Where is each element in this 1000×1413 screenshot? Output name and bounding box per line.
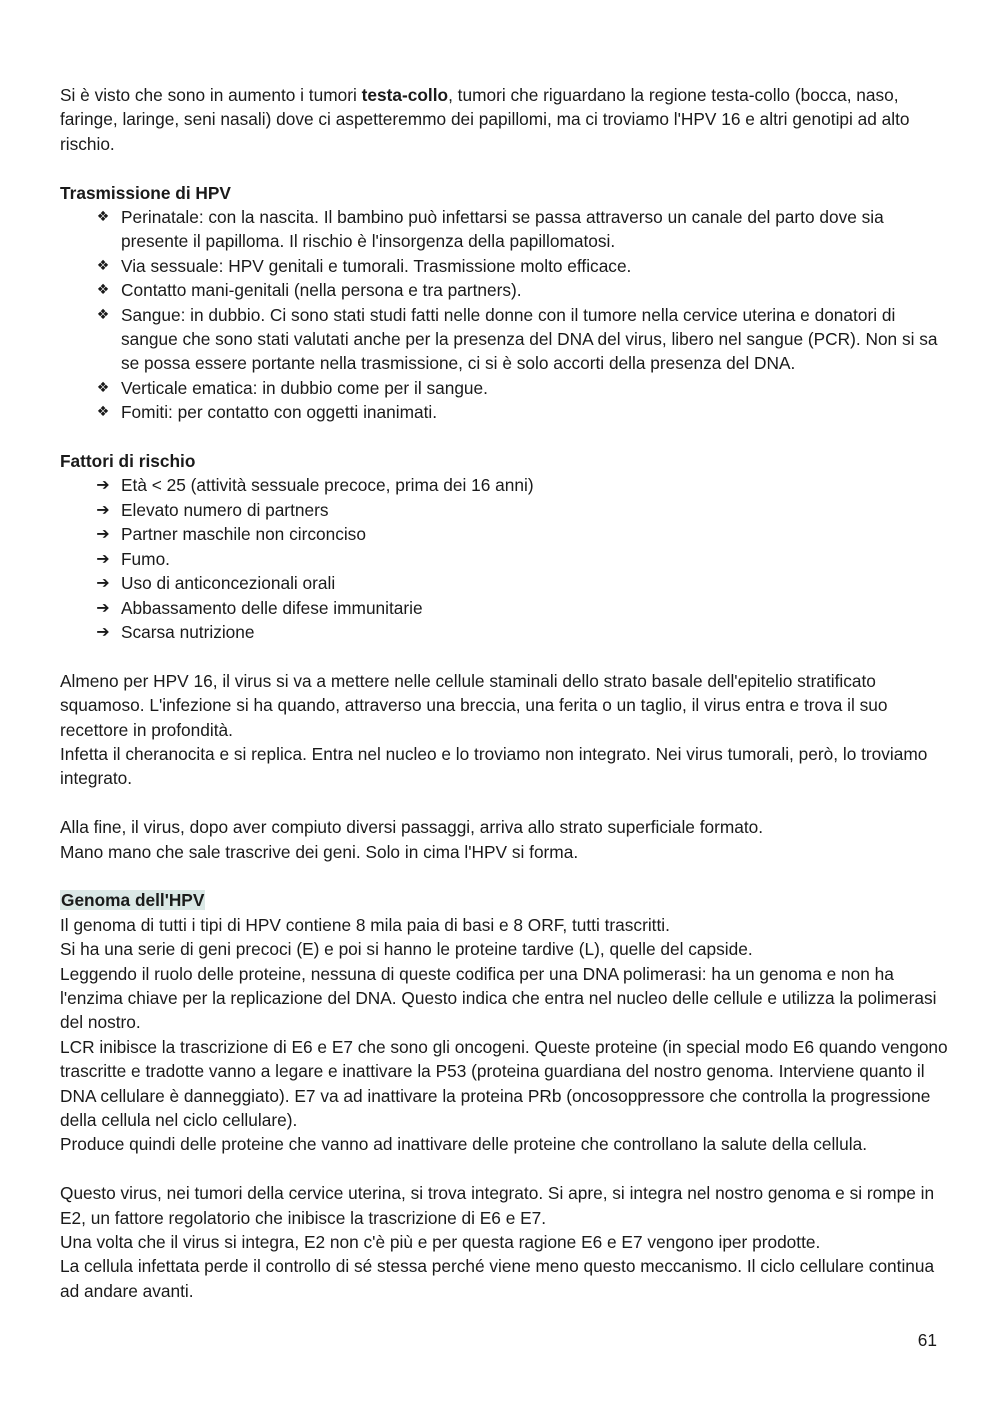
page-number: 61 — [917, 1330, 937, 1350]
list-item: ❖ Fomiti: per contatto con oggetti inanimati. — [60, 400, 950, 424]
document-page — [60, 83, 950, 1303]
infezione-paragraph-3: Alla fine, il virus, dopo aver compiuto diversi passaggi, arriva allo strato superficiale formato. — [60, 817, 764, 838]
list-item: ➔ Elevato numero di partners — [60, 498, 950, 522]
list-item: ❖ Sangue: in dubbio. Ci sono stati studi fatti nelle donne con il tumore nella cervice uterina e donatori di sangue che sono stati valutati anche per la presenza del DNA del virus, libero nel sangue (PCR). Non si sa se possa essere portante nella trasmissione, ci si è solo accorti della presenza del DNA. — [60, 303, 950, 376]
diamond-bullet-icon: ❖ — [96, 379, 110, 396]
arrow-bullet-icon: ➔ — [96, 475, 110, 495]
diamond-bullet-icon: ❖ — [96, 404, 110, 421]
genoma-paragraph-1: Il genoma di tutti i tipi di HPV contiene 8 mila paia di basi e 8 ORF, tutti trascritti. — [60, 914, 670, 935]
list-item: ➔ Scarsa nutrizione — [60, 620, 950, 644]
list-item: ➔ Partner maschile non circonciso — [60, 522, 950, 546]
list-item: ➔ Fumo. — [60, 547, 950, 571]
infezione-paragraph-2: Infetta il cheranocita e si replica. Entra nel nucleo e lo troviamo non integrato. Nei virus tumorali, però, lo troviamo integrato. — [60, 743, 928, 789]
arrow-bullet-icon: ➔ — [96, 548, 110, 568]
rischio-list — [60, 473, 950, 644]
list-item: ❖ Verticale ematica: in dubbio come per il sangue. — [60, 376, 950, 400]
diamond-bullet-icon: ❖ — [96, 209, 110, 226]
trasmissione-heading: Trasmissione di HPV — [60, 182, 231, 203]
diamond-bullet-icon: ❖ — [96, 257, 110, 274]
list-item: ❖ Contatto mani-genitali (nella persona e tra partners). — [60, 278, 950, 302]
arrow-bullet-icon: ➔ — [96, 573, 110, 593]
genoma-paragraph-2: Si ha una serie di geni precoci (E) e poi si hanno le proteine tardive (L), quelle del capside. — [60, 939, 753, 960]
diamond-bullet-icon: ❖ — [96, 282, 110, 299]
arrow-bullet-icon: ➔ — [96, 524, 110, 544]
intro-bold-term: testa-collo — [361, 85, 449, 105]
genoma-paragraph-8: La cellula infettata perde il controllo di sé stessa perché viene meno questo meccanismo. Il ciclo cellulare continua ad andare avanti. — [60, 1256, 935, 1301]
list-item: ➔ Uso di anticoncezionali orali — [60, 571, 950, 595]
infezione-paragraph-1: Almeno per HPV 16, il virus si va a mettere nelle cellule staminali dello strato basale dell'epitelio stratificato squamoso. L'infezione si ha quando, attraverso una breccia, una ferita o un taglio, il virus entra e trova il suo recettore in profondità. — [60, 670, 888, 740]
genoma-heading — [60, 888, 950, 912]
genoma-paragraph-3: Leggendo il ruolo delle proteine, nessuna di queste codifica per una DNA polimerasi: ha un genoma e non ha l'enzima chiave per la replicazione del DNA. Questo indica che entra nel nucleo delle cellule e utilizza la polimerasi del nostro. — [60, 963, 937, 1033]
arrow-bullet-icon: ➔ — [96, 499, 110, 519]
list-item: ➔ Abbassamento delle difese immunitarie — [60, 596, 950, 620]
arrow-bullet-icon: ➔ — [96, 597, 110, 617]
list-item: ❖ Via sessuale: HPV genitali e tumorali. Trasmissione molto efficace. — [60, 254, 950, 278]
list-item: ❖ Perinatale: con la nascita. Il bambino può infettarsi se passa attraverso un canale del parto dove sia presente il papilloma. Il rischio è l'insorgenza della papillomatosi. — [60, 205, 950, 254]
diamond-bullet-icon: ❖ — [96, 306, 110, 323]
arrow-bullet-icon: ➔ — [96, 621, 110, 641]
rischio-heading: Fattori di rischio — [60, 451, 196, 472]
intro-paragraph: Si è visto che sono in aumento i tumori testa-collo, tumori che riguardano la regione testa-collo (bocca, naso, faringe, laringe, seni nasali) dove ci aspetteremmo dei papillomi, ma ci troviamo l'HPV 16 e altri genotipi ad alto rischio. — [60, 85, 910, 154]
genoma-paragraph-4: LCR inibisce la trascrizione di E6 e E7 che sono gli oncogeni. Queste proteine (in special modo E6 quando vengono trascritte e tradotte vanno a legare e inattivare la P53 (proteina guardiana del nostro genoma. Interviene quanto il DNA cellulare è danneggiato). E7 va ad inattivare la proteina PRb (oncosoppressore che controlla la progressione della cellula nel ciclo cellulare). — [60, 1036, 948, 1130]
genoma-heading-highlight: Genoma dell'HPV — [61, 890, 205, 911]
genoma-paragraph-5: Produce quindi delle proteine che vanno ad inattivare delle proteine che controllano la salute della cellula. — [60, 1134, 867, 1155]
genoma-paragraph-7: Una volta che il virus si integra, E2 non c'è più e per questa ragione E6 e E7 vengono iper prodotte. — [60, 1232, 821, 1252]
list-item: ➔ Età < 25 (attività sessuale precoce, prima dei 16 anni) — [60, 473, 950, 497]
infezione-paragraph-4: Mano mano che sale trascrive dei geni. Solo in cima l'HPV si forma. — [60, 841, 579, 862]
trasmissione-list — [60, 205, 950, 425]
genoma-paragraph-6: Questo virus, nei tumori della cervice uterina, si trova integrato. Si apre, si integra nel nostro genoma e si rompe in E2, un fattore regolatorio che inibisce la trascrizione di E6 e E7. — [60, 1183, 935, 1228]
